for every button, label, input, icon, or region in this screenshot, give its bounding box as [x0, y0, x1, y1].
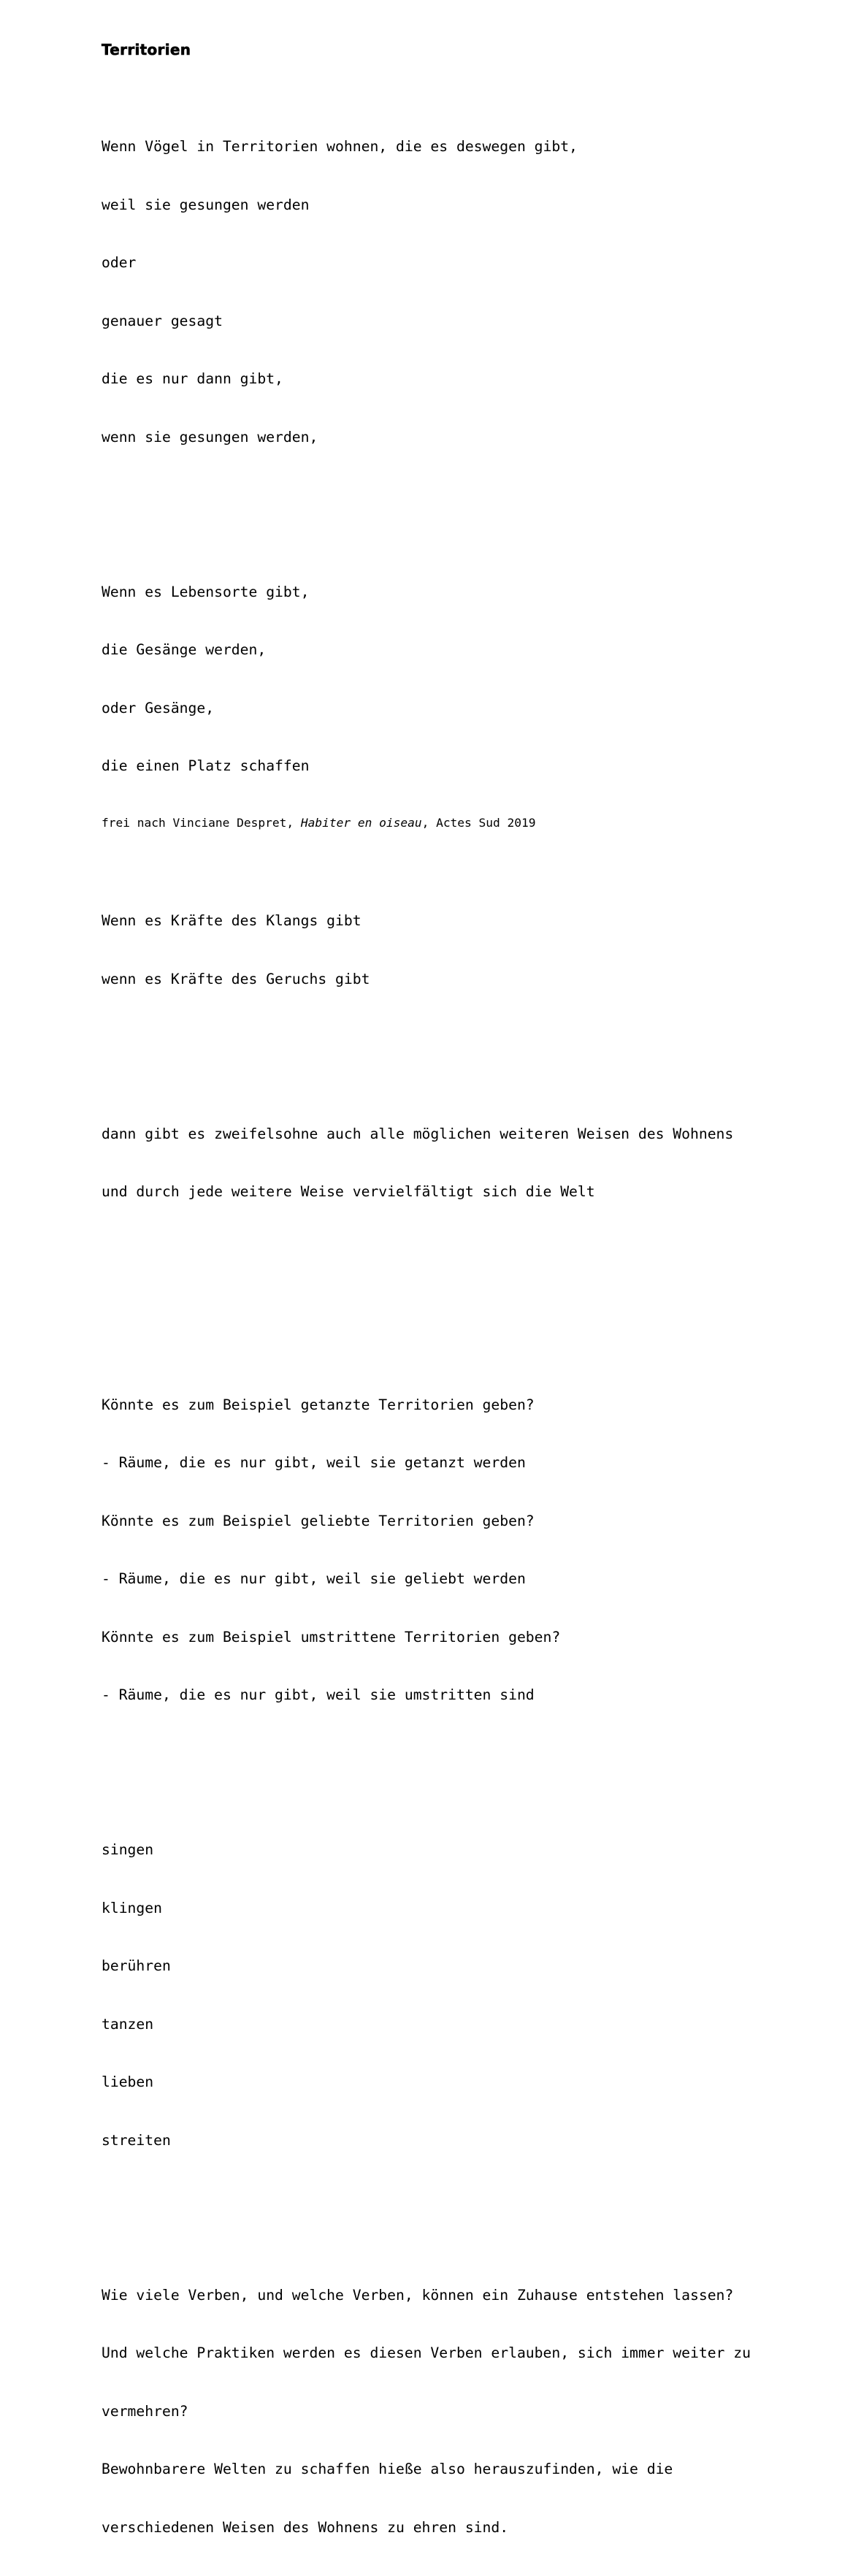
stanza-gap	[102, 1299, 832, 1318]
poem-line: Wenn es Lebensorte gibt,	[102, 583, 310, 600]
poem-line: Könnte es zum Beispiel geliebte Territorien geben?	[102, 1512, 535, 1529]
poem-line: wenn es Kräfte des Geruchs gibt	[102, 970, 370, 987]
stanza-gap	[102, 486, 832, 505]
poem-line: und durch jede weitere Weise vervielfältigt sich die Welt	[102, 1183, 595, 1200]
poem-line: die es nur dann gibt,	[102, 370, 283, 387]
poem-line: oder	[102, 254, 137, 271]
poem-content	[102, 39, 832, 2576]
source-credit	[102, 815, 536, 831]
poem-line: klingen	[102, 1899, 162, 1916]
poem-body	[102, 60, 832, 2576]
stanza-gap	[102, 1241, 832, 1261]
poem-line: tanzen	[102, 2015, 154, 2033]
poem-line: berühren	[102, 1957, 171, 1974]
poem-line: Könnte es zum Beispiel umstrittene Territorien geben?	[102, 1628, 561, 1646]
poem-line: Wenn Vögel in Territorien wohnen, die es deswegen gibt,	[102, 138, 578, 155]
poem-line: Und welche Praktiken werden es diesen Verben erlauben, sich immer weiter zu	[102, 2344, 751, 2361]
poem-line: Könnte es zum Beispiel getanzte Territorien geben?	[102, 1396, 535, 1413]
poem-line: Wenn es Kräfte des Klangs gibt	[102, 912, 362, 929]
poem-line: Wie viele Verben, und welche Verben, können ein Zuhause entstehen lassen?	[102, 2286, 734, 2304]
poem-line: - Räume, die es nur gibt, weil sie umstritten sind	[102, 1686, 535, 1703]
poem-line: vermehren?	[102, 2402, 188, 2420]
credit-work-title: Habiter en oiseau	[300, 816, 422, 830]
credit-suffix: , Actes Sud 2019	[421, 816, 536, 830]
poem-line: Bewohnbarere Welten zu schaffen hieße also herauszufinden, wie die	[102, 2461, 673, 2477]
poem-line: weil sie gesungen werden	[102, 196, 310, 213]
poem-line: die Gesänge werden,	[102, 641, 267, 658]
poem-line: - Räume, die es nur gibt, weil sie getanzt werden	[102, 1454, 526, 1471]
stanza-gap	[102, 1744, 832, 1764]
poem-line: oder Gesänge,	[102, 699, 215, 716]
poem-line: verschiedenen Weisen des Wohnens zu ehren sind.	[102, 2518, 509, 2536]
poem-line: genauer gesagt	[102, 312, 223, 329]
poem-line: lieben	[102, 2074, 154, 2090]
poem-line: singen	[102, 1841, 154, 1858]
poem-title: Territorien	[102, 41, 191, 58]
credit-prefix: frei nach Vinciane Despret,	[102, 816, 301, 830]
poem-line: die einen Platz schaffen	[102, 757, 310, 774]
stanza-gap	[102, 2189, 832, 2209]
poem-line: - Räume, die es nur gibt, weil sie geliebt werden	[102, 1570, 526, 1587]
poem-line: dann gibt es zweifelsohne auch alle möglichen weiteren Weisen des Wohnens	[102, 1125, 734, 1142]
stanza-gap	[102, 1028, 832, 1047]
poem-line: wenn sie gesungen werden,	[102, 428, 318, 446]
poem-line: streiten	[102, 2131, 171, 2149]
